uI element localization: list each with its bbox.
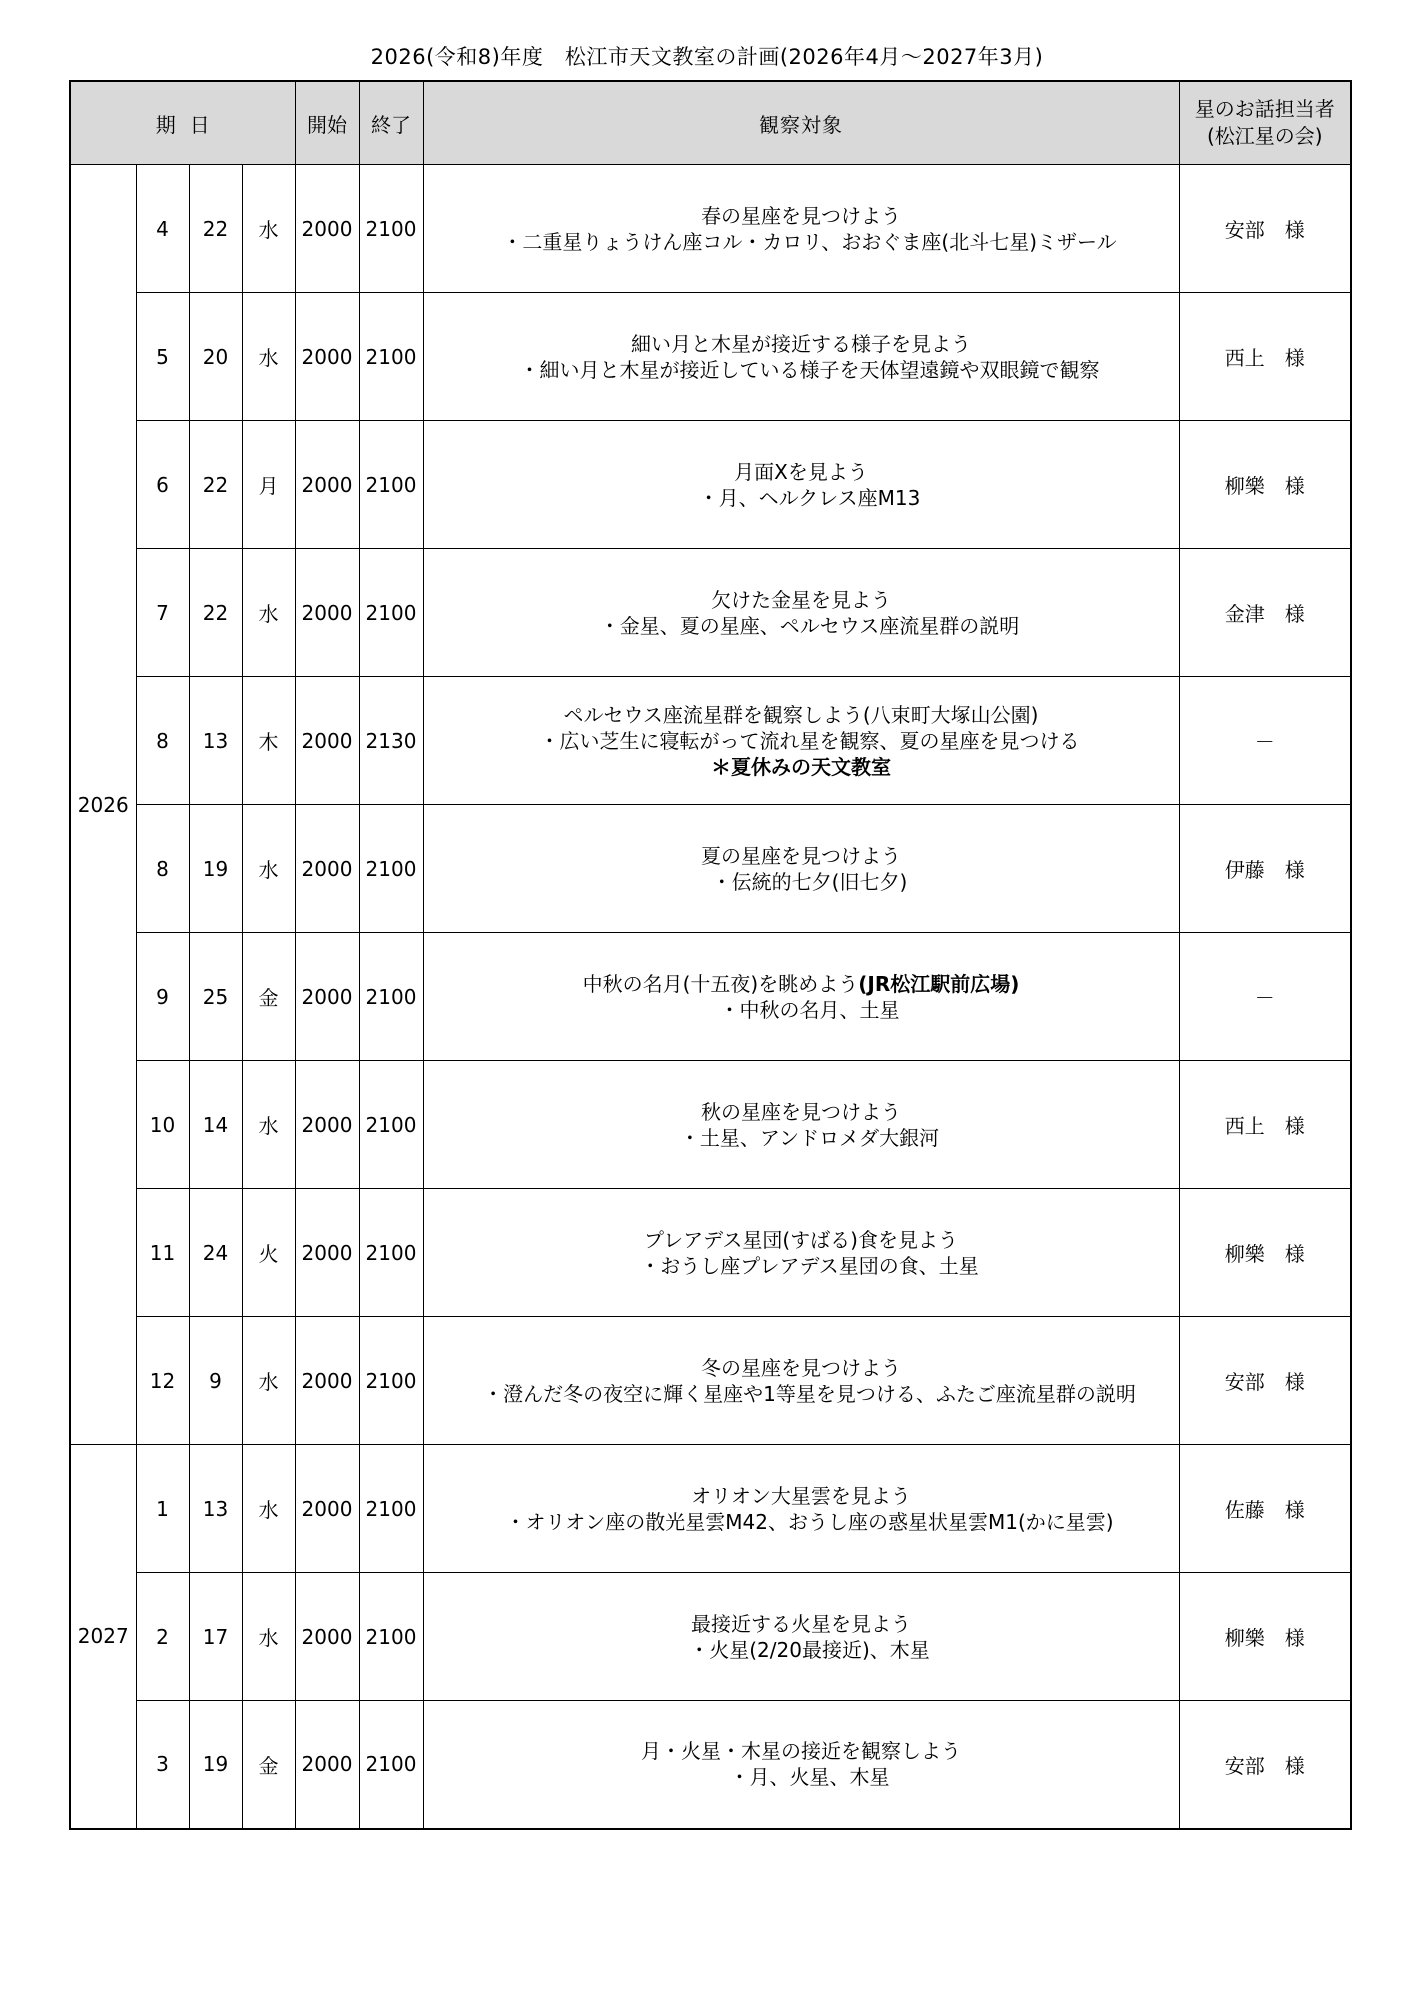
target-title — [424, 587, 1179, 613]
speaker-cell: 金津 様 — [1179, 549, 1351, 677]
target-title — [424, 1738, 1179, 1764]
weekday-cell: 水 — [242, 549, 295, 677]
target-title-text: オリオン大星雲を見よう — [691, 1483, 911, 1508]
target-title-text: 月・火星・木星の接近を観察しよう — [641, 1739, 961, 1764]
target-title-text: 夏の星座を見つけよう — [701, 843, 901, 868]
header-date: 期日 — [70, 81, 295, 165]
month-cell: 3 — [136, 1701, 189, 1829]
table-row — [70, 165, 1351, 293]
speaker-cell: 安部 様 — [1179, 1317, 1351, 1445]
page-title: 2026(令和8)年度 松江市天文教室の計画(2026年4月～2027年3月) — [370, 45, 1044, 69]
end-time-cell: 2100 — [359, 1701, 423, 1829]
weekday-cell: 水 — [242, 1061, 295, 1189]
start-time-cell: 2000 — [295, 1317, 359, 1445]
end-time-cell: 2100 — [359, 549, 423, 677]
weekday-cell: 金 — [242, 933, 295, 1061]
target-title — [424, 459, 1179, 485]
target-title — [424, 203, 1179, 229]
target-title — [424, 1227, 1179, 1253]
target-detail: ・伝統的七夕(旧七夕) — [711, 869, 908, 894]
weekday-cell: 水 — [242, 1317, 295, 1445]
day-cell: 9 — [189, 1317, 242, 1445]
speaker-cell: 西上 様 — [1179, 293, 1351, 421]
month-cell: 4 — [136, 165, 189, 293]
speaker-cell: 伊藤 様 — [1179, 805, 1351, 933]
start-time-cell: 2000 — [295, 1573, 359, 1701]
target-detail: ・火星(2/20最接近)、木星 — [689, 1637, 930, 1662]
header-target: 観察対象 — [423, 81, 1179, 165]
day-cell: 22 — [189, 549, 242, 677]
table-row — [70, 933, 1351, 1061]
table-row — [70, 1701, 1351, 1829]
target-title-text: 秋の星座を見つけよう — [701, 1099, 901, 1124]
target-title-text: プレアデス星団(すばる)食を見よう — [643, 1227, 958, 1252]
month-cell: 8 — [136, 677, 189, 805]
table-row — [70, 1573, 1351, 1701]
header-start: 開始 — [295, 81, 359, 165]
target-cell — [423, 933, 1179, 1061]
target-detail: ・金星、夏の星座、ペルセウス座流星群の説明 — [599, 613, 1020, 638]
target-cell — [423, 1317, 1179, 1445]
speaker-cell: － — [1179, 933, 1351, 1061]
month-cell: 2 — [136, 1573, 189, 1701]
month-cell: 9 — [136, 933, 189, 1061]
start-time-cell: 2000 — [295, 933, 359, 1061]
month-cell: 1 — [136, 1445, 189, 1573]
target-title-text: 細い月と木星が接近する様子を見よう — [631, 331, 971, 356]
speaker-cell: 柳樂 様 — [1179, 421, 1351, 549]
day-cell: 13 — [189, 1445, 242, 1573]
target-cell — [423, 1573, 1179, 1701]
speaker-cell: 柳樂 様 — [1179, 1189, 1351, 1317]
end-time-cell: 2100 — [359, 1445, 423, 1573]
target-title-venue: (JR松江駅前広場) — [858, 971, 1020, 996]
header-end: 終了 — [359, 81, 423, 165]
start-time-cell: 2000 — [295, 421, 359, 549]
day-cell: 20 — [189, 293, 242, 421]
target-title-text: 冬の星座を見つけよう — [701, 1355, 901, 1380]
weekday-cell: 金 — [242, 1701, 295, 1829]
target-title — [424, 702, 1179, 728]
target-cell — [423, 1445, 1179, 1573]
target-detail: ・月、ヘルクレス座M13 — [698, 485, 921, 510]
end-time-cell: 2100 — [359, 805, 423, 933]
table-row — [70, 549, 1351, 677]
schedule-table — [69, 80, 1352, 1830]
target-title — [424, 971, 1179, 997]
table-row — [70, 1445, 1351, 1573]
weekday-cell: 木 — [242, 677, 295, 805]
day-cell: 19 — [189, 805, 242, 933]
day-cell: 24 — [189, 1189, 242, 1317]
target-detail: ・細い月と木星が接近している様子を天体望遠鏡や双眼鏡で観察 — [519, 357, 1100, 382]
end-time-cell: 2100 — [359, 1061, 423, 1189]
day-cell: 14 — [189, 1061, 242, 1189]
speaker-cell: 西上 様 — [1179, 1061, 1351, 1189]
target-title-text: 月面Xを見よう — [734, 459, 868, 484]
target-title-text: ペルセウス座流星群を観察しよう(八束町大塚山公園) — [563, 702, 1039, 727]
end-time-cell: 2100 — [359, 293, 423, 421]
day-cell: 13 — [189, 677, 242, 805]
day-cell: 22 — [189, 165, 242, 293]
end-time-cell: 2100 — [359, 1317, 423, 1445]
end-time-cell: 2100 — [359, 1573, 423, 1701]
month-cell: 6 — [136, 421, 189, 549]
start-time-cell: 2000 — [295, 677, 359, 805]
start-time-cell: 2000 — [295, 293, 359, 421]
month-cell: 7 — [136, 549, 189, 677]
target-title-text: 春の星座を見つけよう — [701, 203, 901, 228]
target-detail: ・オリオン座の散光星雲M42、おうし座の惑星状星雲M1(かに星雲) — [505, 1509, 1114, 1534]
weekday-cell: 月 — [242, 421, 295, 549]
speaker-cell: － — [1179, 677, 1351, 805]
target-title — [424, 1099, 1179, 1125]
target-title — [424, 843, 1179, 869]
table-row — [70, 805, 1351, 933]
start-time-cell: 2000 — [295, 1701, 359, 1829]
weekday-cell: 水 — [242, 805, 295, 933]
start-time-cell: 2000 — [295, 805, 359, 933]
end-time-cell: 2100 — [359, 1189, 423, 1317]
target-cell — [423, 805, 1179, 933]
target-detail: ・月、火星、木星 — [729, 1765, 890, 1790]
day-cell: 19 — [189, 1701, 242, 1829]
header-speaker-line2: (松江星の会) — [1206, 124, 1323, 148]
target-title-text: 最接近する火星を見よう — [691, 1611, 911, 1636]
start-time-cell: 2000 — [295, 1061, 359, 1189]
target-cell — [423, 1061, 1179, 1189]
target-title — [424, 1355, 1179, 1381]
header-speaker — [1179, 81, 1351, 165]
target-cell — [423, 677, 1179, 805]
year-cell: 2026 — [70, 165, 136, 1445]
target-cell — [423, 1701, 1179, 1829]
target-title — [424, 1483, 1179, 1509]
target-note: ＊夏休みの天文教室 — [711, 754, 891, 779]
target-cell — [423, 549, 1179, 677]
day-cell: 22 — [189, 421, 242, 549]
speaker-cell: 安部 様 — [1179, 1701, 1351, 1829]
day-cell: 17 — [189, 1573, 242, 1701]
header-speaker-line1: 星のお話担当者 — [1194, 97, 1335, 121]
target-title — [424, 1611, 1179, 1637]
table-row — [70, 1317, 1351, 1445]
month-cell: 12 — [136, 1317, 189, 1445]
target-cell — [423, 293, 1179, 421]
weekday-cell: 水 — [242, 1573, 295, 1701]
target-detail: ・おうし座プレアデス星団の食、土星 — [640, 1253, 979, 1278]
speaker-cell: 佐藤 様 — [1179, 1445, 1351, 1573]
target-detail: ・広い芝生に寝転がって流れ星を観察、夏の星座を見つける — [539, 728, 1080, 753]
table-row — [70, 677, 1351, 805]
table-row — [70, 293, 1351, 421]
target-title-text: 欠けた金星を見よう — [711, 587, 891, 612]
end-time-cell: 2100 — [359, 933, 423, 1061]
start-time-cell: 2000 — [295, 1445, 359, 1573]
target-cell — [423, 421, 1179, 549]
target-title-text: 中秋の名月(十五夜)を眺めよう — [582, 971, 859, 996]
year-cell: 2027 — [70, 1445, 136, 1829]
month-cell: 5 — [136, 293, 189, 421]
weekday-cell: 水 — [242, 1445, 295, 1573]
speaker-cell: 安部 様 — [1179, 165, 1351, 293]
header-row — [70, 81, 1351, 165]
weekday-cell: 水 — [242, 165, 295, 293]
start-time-cell: 2000 — [295, 165, 359, 293]
weekday-cell: 水 — [242, 293, 295, 421]
target-detail: ・中秋の名月、土星 — [719, 997, 900, 1022]
schedule-body — [70, 165, 1351, 1829]
start-time-cell: 2000 — [295, 1189, 359, 1317]
target-title — [424, 331, 1179, 357]
table-row — [70, 1189, 1351, 1317]
end-time-cell: 2130 — [359, 677, 423, 805]
target-cell — [423, 165, 1179, 293]
end-time-cell: 2100 — [359, 165, 423, 293]
target-cell — [423, 1189, 1179, 1317]
day-cell: 25 — [189, 933, 242, 1061]
target-detail: ・澄んだ冬の夜空に輝く星座や1等星を見つける、ふたご座流星群の説明 — [483, 1381, 1136, 1406]
month-cell: 11 — [136, 1189, 189, 1317]
target-detail: ・土星、アンドロメダ大銀河 — [679, 1125, 940, 1150]
table-row — [70, 1061, 1351, 1189]
end-time-cell: 2100 — [359, 421, 423, 549]
table-row — [70, 421, 1351, 549]
weekday-cell: 火 — [242, 1189, 295, 1317]
start-time-cell: 2000 — [295, 549, 359, 677]
speaker-cell: 柳樂 様 — [1179, 1573, 1351, 1701]
target-detail: ・二重星りょうけん座コル・カロリ、おおぐま座(北斗七星)ミザール — [502, 229, 1117, 254]
month-cell: 8 — [136, 805, 189, 933]
month-cell: 10 — [136, 1061, 189, 1189]
